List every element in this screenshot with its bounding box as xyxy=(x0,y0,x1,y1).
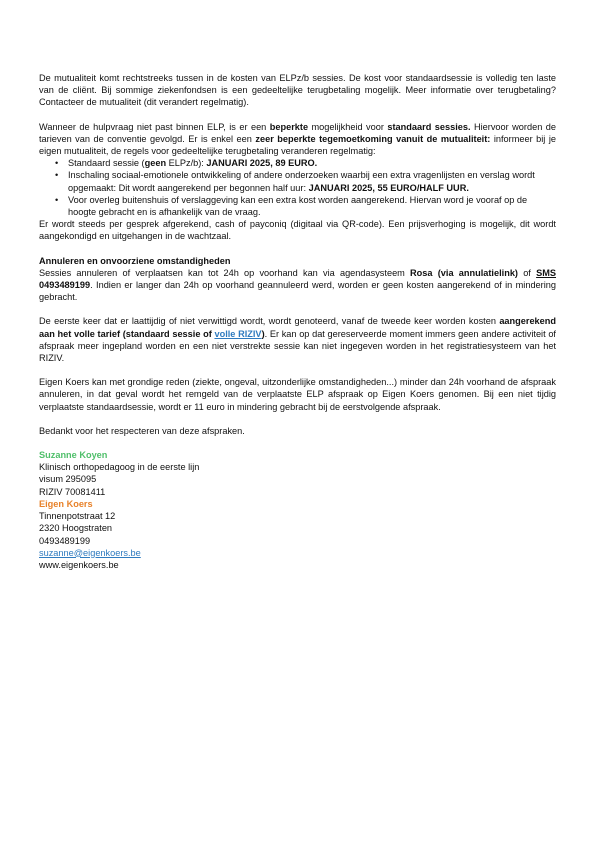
text-bold-volle-tarief: aangerekend aan het volle tarief (standaard sessie of xyxy=(39,316,556,339)
signature-phone: 0493489199 xyxy=(39,535,91,546)
text-run: Hiervoor worden de tarieven van de conventie gevolgd. Er is enkel een xyxy=(39,121,556,144)
signature-website: www.eigenkoers.be xyxy=(39,559,119,570)
spacer xyxy=(39,437,556,449)
spacer xyxy=(39,364,556,376)
paragraph-bedankt: Bedankt voor het respecteren van deze afspraken. xyxy=(39,425,245,436)
text-run: Standaard sessie ( xyxy=(68,158,145,169)
text-run: De eerste keer dat er laattijdig of niet verwittigd wordt, wordt genoteerd, vanaf de tweede keer worden kosten xyxy=(39,316,500,327)
signature-visum: visum 295095 xyxy=(39,474,97,485)
text-run: Inschaling sociaal-emotionele ontwikkeling of andere onderzoeken waarbij een extra vragenlijsten en verslag wordt opgemaakt: Dit wordt aangerekend per begonnen half uur: xyxy=(68,170,535,193)
text-sms: SMS xyxy=(536,267,556,278)
text-run: Wanneer de hulpvraag niet past binnen ELP, is er een xyxy=(39,121,270,132)
paragraph-afrekening: Er wordt steeds per gesprek afgerekend, cash of payconiq (digitaal via QR-code). Een prijsverhoging is mogelijk, dit wordt aangekondigd en uitgehangen in de wachtzaal. xyxy=(39,219,556,242)
section-heading-annuleren: Annuleren en onvoorziene omstandigheden xyxy=(39,255,231,266)
text-bold-price: JANUARI 2025, 55 EURO/HALF UUR. xyxy=(308,182,469,193)
list-item-standaard-sessie xyxy=(55,157,556,169)
text-run: Sessies annuleren of verplaatsen kan tot 24h op voorhand kan via agendasysteem xyxy=(39,267,411,278)
text-bold-price: JANUARI 2025, 89 EURO. xyxy=(206,158,318,169)
paragraph-laattijdig xyxy=(39,315,556,364)
signature-riziv: RIZIV 70081411 xyxy=(39,486,106,497)
signature-city: 2320 Hoogstraten xyxy=(39,523,113,534)
paragraph-mutualiteit: De mutualiteit komt rechtstreeks tussen in de kosten van ELPz/b sessies. De kost voor standaardsessie is volledig ten laste van de cliënt. Bij sommige ziekenfondsen is een gedeeltelijke terugbetaling mogelijk. Meer informatie over terugbetaling? Contacteer de mutualiteit (dit verandert regelmatig). xyxy=(39,73,556,108)
text-bold-tegemoetkoming: zeer beperkte tegemoetkoming vanuit de mutualiteit: xyxy=(255,133,491,144)
text-run: ELPz/b): xyxy=(166,158,207,169)
text-bold-rosa: Rosa (via annulatielink) xyxy=(410,267,518,278)
signature-company: Eigen Koers xyxy=(39,498,93,509)
document-page xyxy=(39,72,556,571)
volle-riziv-link[interactable]: volle RIZIV xyxy=(214,328,262,339)
list-item-overleg: • Voor overleg buitenshuis of verslaggeving kan een extra kost worden aangerekend. Hiervan word je vooraf op de hoogte gebracht en is afhankelijk van de vraag. xyxy=(55,194,556,218)
paragraph-eigen-koers-annulatie: Eigen Koers kan met grondige reden (ziekte, ongeval, uitzonderlijke omstandigheden...) minder dan 24h voorhand de afspraak annuleren, in dat geval wordt het remgeld van de verplaatste ELP afspraak op Eigen Koers genomen. Bij een niet tijdig verplaatste standaardsessie, wordt er 11 euro in mindering gebracht bij de eerstvolgende afspraak. xyxy=(39,377,556,412)
tariff-list xyxy=(39,157,556,218)
text-run: . Er kan op dat gereserveerde moment immers geen andere activiteit of afspraak meer ingepland worden en een niet verstrekte sessie kan niet ingegeven worden in het registratiesysteem van het RIZIV. xyxy=(39,328,556,364)
text-bold-phone: 0493489199 xyxy=(39,280,91,291)
text-run: of xyxy=(517,267,537,278)
signature-name: Suzanne Koyen xyxy=(39,450,108,461)
signature-street: Tinnenpotstraat 12 xyxy=(39,511,116,522)
text-bold-standaard-sessies: standaard sessies. xyxy=(387,121,471,132)
spacer xyxy=(39,109,556,121)
spacer xyxy=(39,303,556,315)
text-run: . Indien er langer dan 24h op voorhand geannuleerd werd, worden er geen kosten aangerekend of in mindering gebracht. xyxy=(39,280,556,303)
list-item-inschaling xyxy=(55,169,556,193)
text-bold-beperkte: beperkte xyxy=(269,121,309,132)
text-bold-paren: ) xyxy=(261,328,265,339)
text-bold-geen: geen xyxy=(144,158,167,169)
text-run: informeer bij je eigen mutualiteit, de regels voor gedeeltelijke terugbetaling veranderen regelmatig: xyxy=(39,133,556,157)
signature-block xyxy=(39,449,556,571)
spacer xyxy=(39,243,556,255)
spacer xyxy=(39,413,556,425)
signature-role: Klinisch orthopedagoog in de eerste lijn xyxy=(39,462,200,473)
paragraph-annuleren xyxy=(39,267,556,304)
paragraph-hulpvraag xyxy=(39,121,556,158)
text-run: mogelijkheid voor xyxy=(308,121,388,132)
email-link[interactable]: suzanne@eigenkoers.be xyxy=(39,547,141,558)
